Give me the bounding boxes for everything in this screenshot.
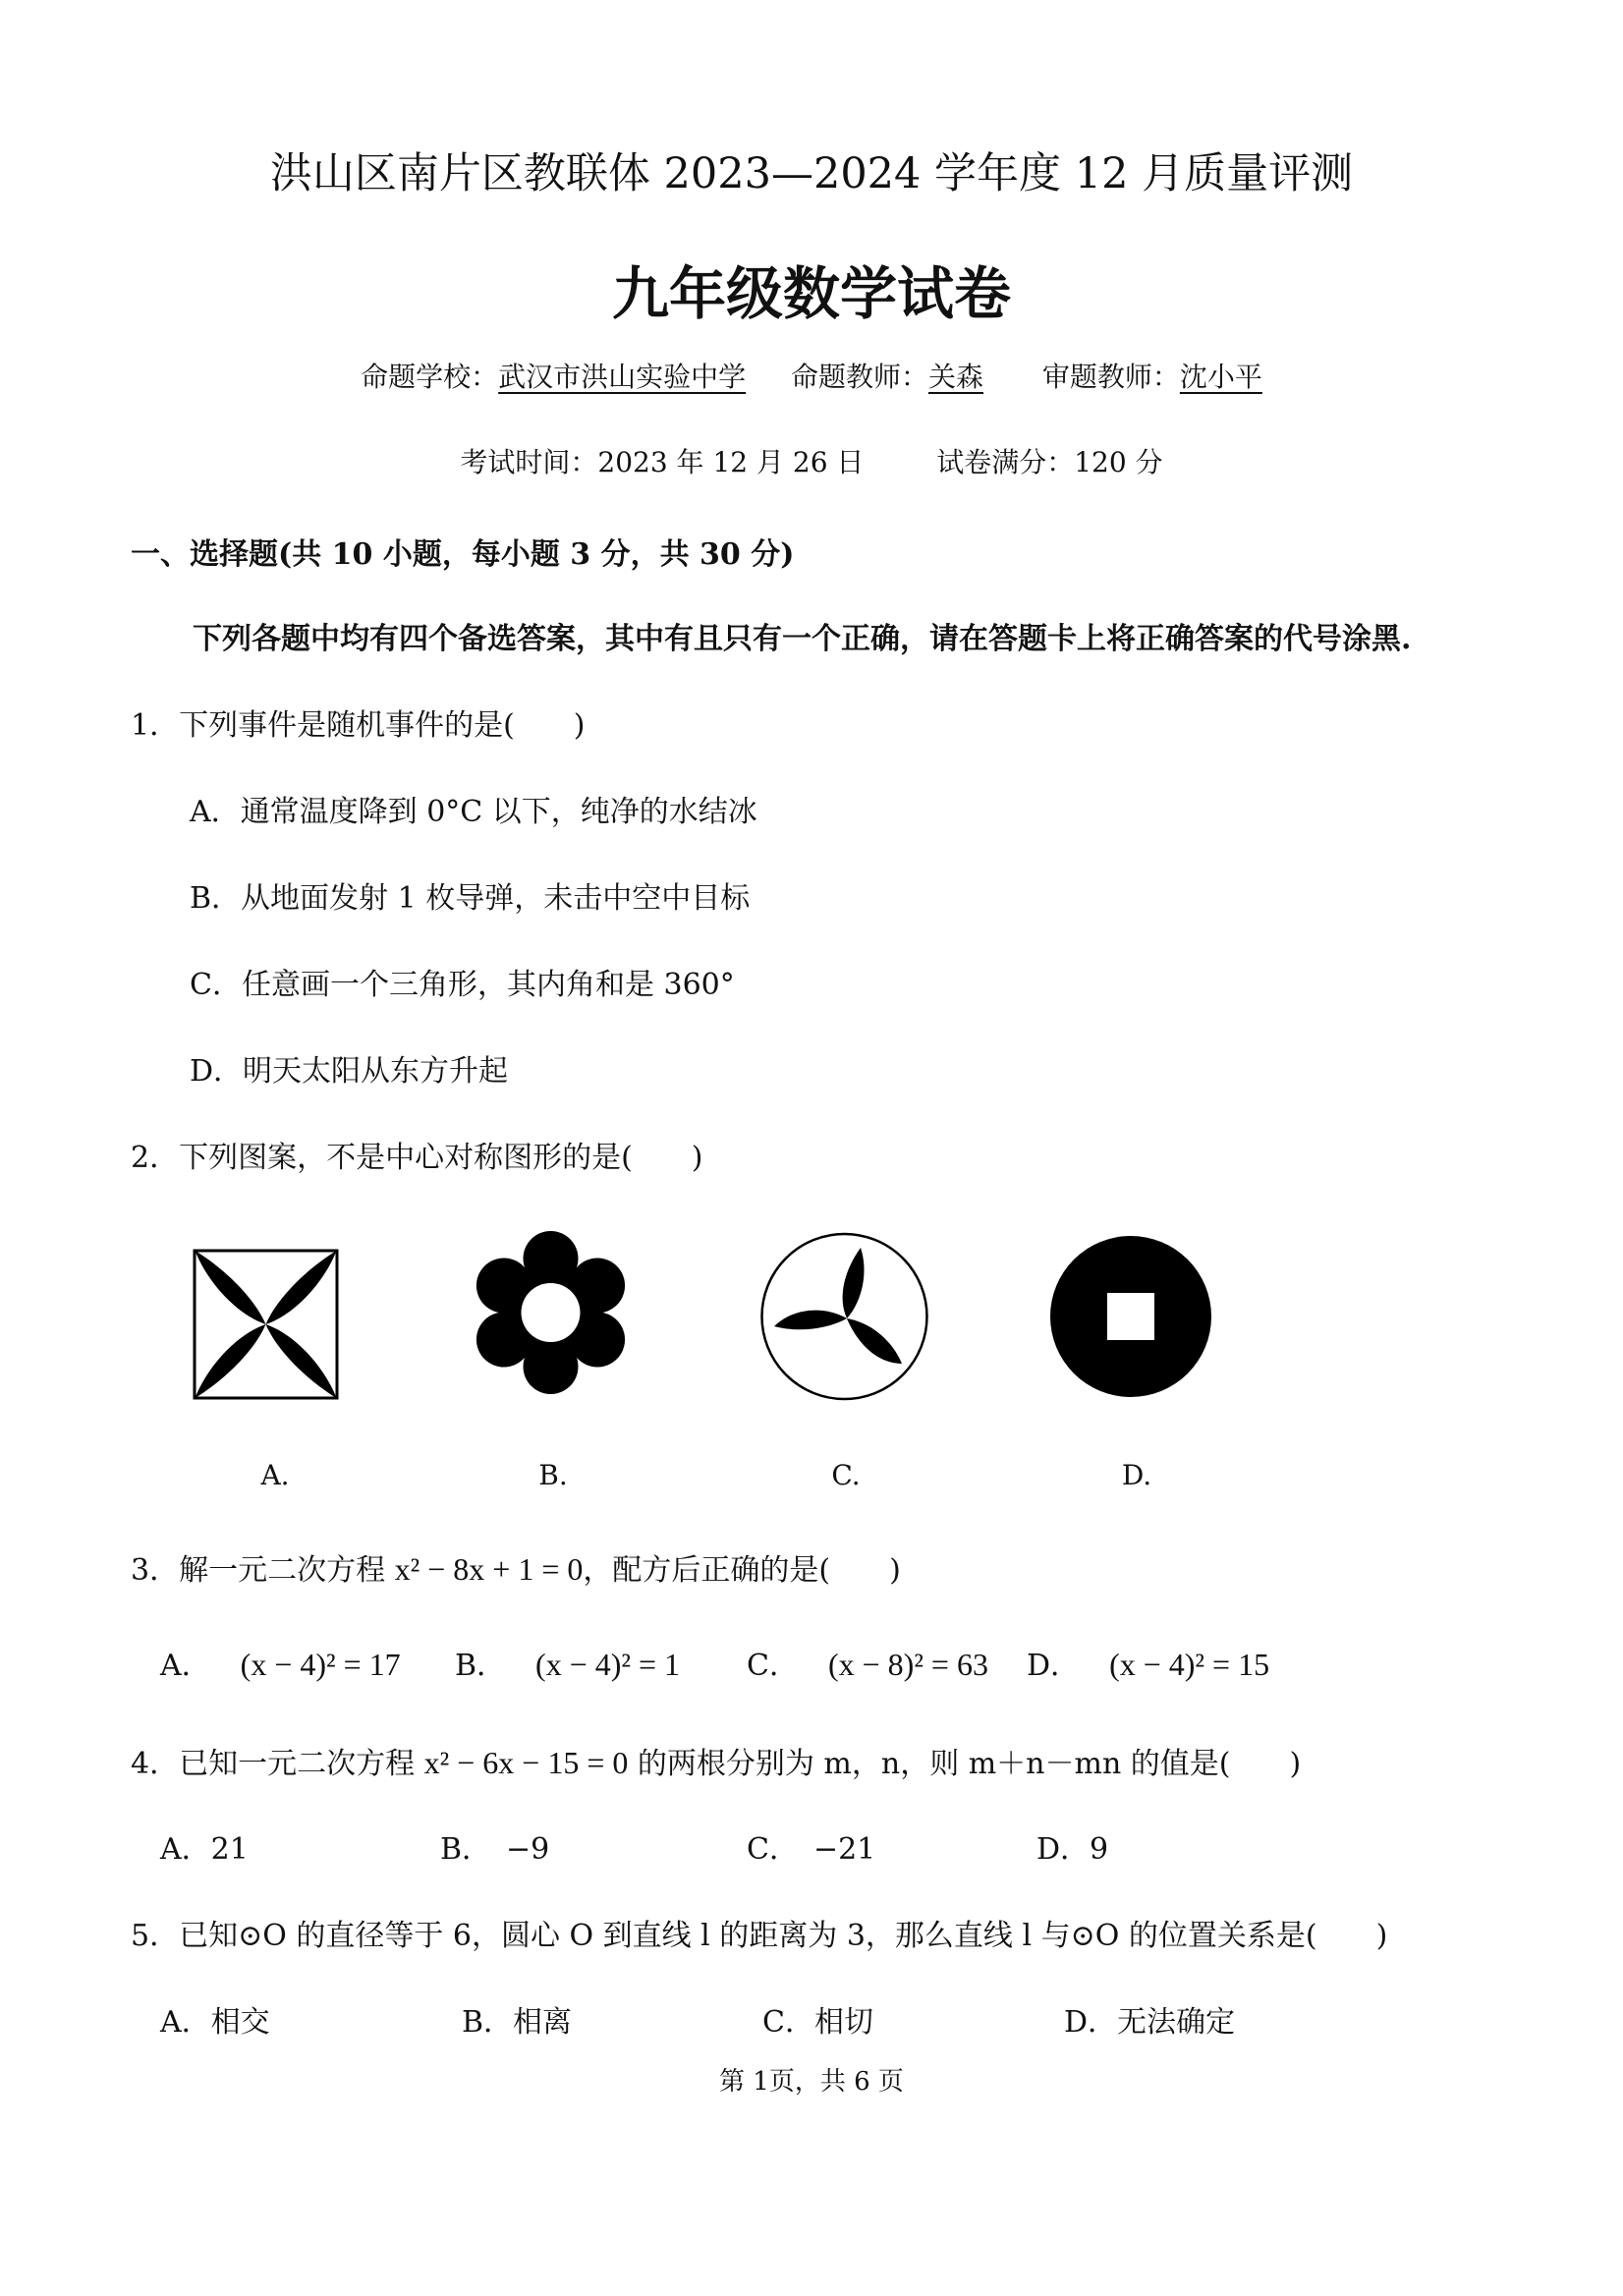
reviewer-name: 沈小平 — [1179, 361, 1262, 393]
exam-subtitle: 九年级数学试卷 — [611, 260, 1011, 327]
question-3-stem-pre: 3．解一元二次方程 — [131, 1553, 395, 1588]
question-5-option-a: A．相交 — [160, 2005, 270, 2040]
question-4-stem-post: 的两根分别为 m，n，则 m＋n－mn 的值是( ) — [628, 1747, 1302, 1781]
coin-square-hole-icon — [1047, 1233, 1214, 1400]
figure-label-b: B. — [538, 1459, 568, 1491]
exam-date: 考试时间：2023 年 12 月 26 日 — [460, 446, 865, 478]
question-3-option-b: B． (x − 4)² = 1 — [455, 1647, 681, 1683]
exam-info-line — [0, 441, 1623, 480]
question-4-option-a: A．21 — [160, 1832, 249, 1867]
question-3-option-a: A． (x − 4)² = 17 — [160, 1647, 401, 1683]
question-5-option-b: B．相离 — [462, 2005, 573, 2040]
figure-label-d: D. — [1121, 1459, 1152, 1491]
page-footer: 第 1页，共 6 页 — [719, 2067, 904, 2097]
six-petal-flower-icon — [470, 1224, 632, 1401]
question-4-stem-pre: 4．已知一元二次方程 — [131, 1747, 424, 1781]
exam-title: 洪山区南片区教联体 2023—2024 学年度 12 月质量评测 — [269, 149, 1354, 198]
circle-three-blade-icon — [758, 1228, 930, 1405]
figure-label-a: A. — [260, 1459, 290, 1491]
figure-label-c: C. — [831, 1459, 861, 1491]
question-3-stem — [131, 1545, 901, 1589]
setter-name: 关森 — [928, 361, 984, 393]
question-1-option-b: B．从地面发射 1 枚导弹，未击中空中目标 — [190, 881, 751, 916]
question-4-stem — [131, 1739, 1301, 1782]
school-name: 武汉市洪山实验中学 — [498, 361, 747, 393]
question-5-stem: 5．已知⊙O 的直径等于 6，圆心 O 到直线 l 的距离为 3，那么直线 l 与⊙O 的位置关系是( ) — [131, 1919, 1388, 1953]
exam-meta-line — [0, 356, 1623, 395]
question-3-option-d: D． (x − 4)² = 15 — [1027, 1647, 1270, 1683]
question-1-option-a: A．通常温度降到 0°C 以下，纯净的水结冰 — [190, 795, 757, 829]
question-1-option-c: C．任意画一个三角形，其内角和是 360° — [190, 968, 735, 1002]
question-3-stem-post: ，配方后正确的是( ) — [583, 1553, 901, 1588]
question-4-option-b: B． −9 — [440, 1832, 550, 1867]
section-heading: 一、选择题(共 10 小题，每小题 3 分，共 30 分) — [131, 537, 795, 572]
question-3-equation: x² − 8x + 1 = 0 — [394, 1551, 584, 1587]
question-4-equation: x² − 6x − 15 = 0 — [423, 1745, 629, 1780]
question-5-option-d: D．无法确定 — [1064, 2005, 1236, 2040]
question-1-stem: 1．下列事件是随机事件的是( ) — [131, 708, 586, 743]
question-4-option-d: D．9 — [1036, 1832, 1109, 1867]
school-label: 命题学校： — [361, 361, 499, 393]
setter-label: 命题教师： — [790, 361, 928, 393]
section-instruction: 下列各题中均有四个备选答案，其中有且只有一个正确，请在答题卡上将正确答案的代号涂黑. — [193, 622, 1412, 656]
reviewer-label: 审题教师： — [1041, 361, 1180, 393]
question-3-option-c: C． (x − 8)² = 63 — [747, 1647, 988, 1683]
question-1-option-d: D．明天太阳从东方升起 — [190, 1054, 509, 1089]
question-5-option-c: C．相切 — [762, 2005, 873, 2040]
full-score: 试卷满分：120 分 — [936, 446, 1163, 478]
question-2-stem: 2．下列图案，不是中心对称图形的是( ) — [131, 1141, 703, 1175]
square-four-petal-icon — [190, 1246, 342, 1403]
question-4-option-c: C． −21 — [747, 1832, 876, 1867]
